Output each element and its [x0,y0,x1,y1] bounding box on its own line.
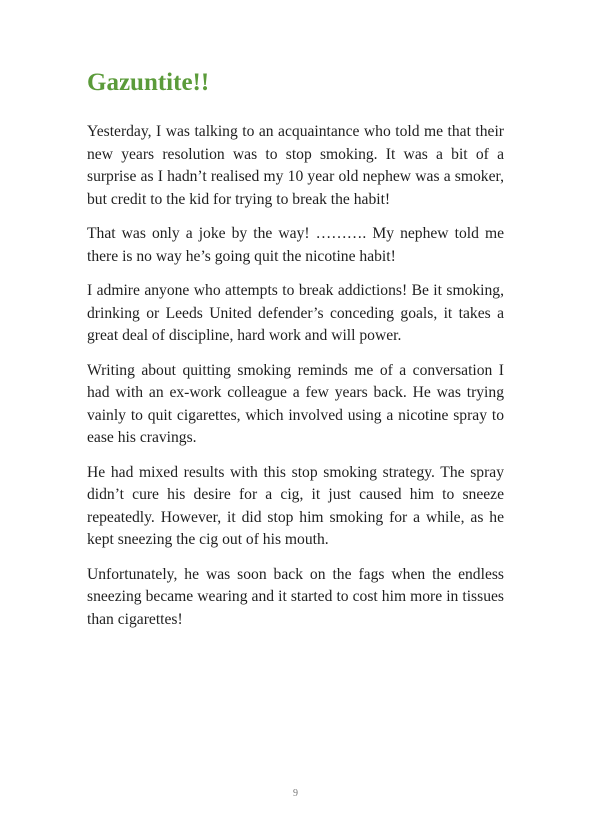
body-text [87,121,504,643]
paragraph-3: I admire anyone who attempts to break addictions! Be it smoking, drinking or Leeds United defender’s conceding goals, it takes a great deal of discipline, hard work and will power. [87,282,504,344]
page-number: 9 [293,788,298,799]
paragraph-5: He had mixed results with this stop smoking strategy. The spray didn’t cure his desire for a cig, it just caused him to sneeze repeatedly. However, it did stop him smoking for a while, as he kept sneezing the cig out of his mouth. [87,463,504,548]
paragraph-1: Yesterday, I was talking to an acquaintance who told me that their new years resolution was to stop smoking. It was a bit of a surprise as I hadn’t realised my 10 year old nephew was a smoker, but credit to the kid for trying to break the habit! [87,123,504,208]
paragraph-6: Unfortunately, he was soon back on the fags when the endless sneezing became wearing and it started to cost him more in tissues than cigarettes! [87,565,504,628]
paragraph-2: That was only a joke by the way! ………. My nephew told me there is no way he’s going quit the nicotine habit! [87,225,504,265]
paragraph-4: Writing about quitting smoking reminds me of a conversation I had with an ex-work colleague a few years back. He was trying vainly to quit cigarettes, which involved using a nicotine spray to ease his cravings. [87,361,504,446]
page-title: Gazuntite!! [87,69,210,96]
